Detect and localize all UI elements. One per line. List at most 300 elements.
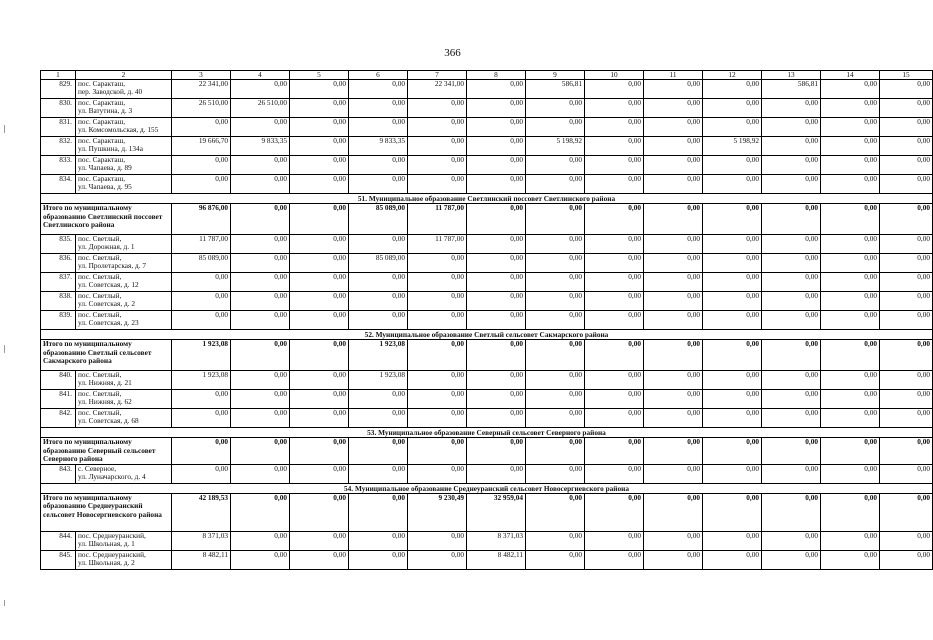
table-row: [41, 371, 933, 390]
amount-cell: 85 089,00: [349, 254, 408, 273]
amount-cell: 0,00: [408, 137, 467, 156]
amount-cell: 0,00: [644, 254, 703, 273]
amount-cell: 9 833,35: [231, 137, 290, 156]
page-number: 366: [444, 47, 461, 59]
column-number: 14: [821, 71, 880, 80]
amount-cell: 8 482,11: [467, 550, 526, 569]
amount-cell: 9 833,35: [349, 137, 408, 156]
amount-cell: 0,00: [644, 204, 703, 235]
amount-cell: 0,00: [703, 340, 762, 371]
address-cell: [76, 156, 172, 175]
amount-cell: 0,00: [880, 311, 933, 330]
table-row: [41, 175, 933, 194]
amount-cell: 11 787,00: [172, 235, 231, 254]
amount-cell: 0,00: [703, 409, 762, 428]
amount-cell: 0,00: [821, 80, 880, 99]
amount-cell: 0,00: [231, 204, 290, 235]
column-number: 5: [290, 71, 349, 80]
amount-cell: 0,00: [408, 99, 467, 118]
amount-cell: 0,00: [349, 292, 408, 311]
amount-cell: 0,00: [231, 254, 290, 273]
amount-cell: 0,00: [526, 254, 585, 273]
amount-cell: 0,00: [231, 80, 290, 99]
section-heading: 53. Муниципальное образование Северный сельсовет Северного района: [41, 428, 933, 438]
address-locality: пос. Среднеуранский,: [78, 549, 146, 559]
amount-cell: 0,00: [290, 254, 349, 273]
table-row: [41, 80, 933, 99]
amount-cell: 0,00: [762, 550, 821, 569]
amount-cell: 0,00: [290, 371, 349, 390]
subtotal-label: Итого по муниципальному образованию Светлый сельсовет Сакмарского района: [41, 340, 172, 371]
amount-cell: 11 787,00: [408, 204, 467, 235]
amount-cell: 0,00: [821, 438, 880, 465]
row-number: 843.: [41, 464, 76, 483]
amount-cell: 0,00: [880, 292, 933, 311]
amount-cell: 0,00: [703, 311, 762, 330]
amount-cell: 0,00: [762, 204, 821, 235]
column-number: 6: [349, 71, 408, 80]
section-heading: 52. Муниципальное образование Светлый сельсовет Сакмарского района: [41, 330, 933, 340]
amount-cell: 0,00: [703, 390, 762, 409]
amount-cell: 0,00: [231, 118, 290, 137]
amount-cell: 0,00: [703, 531, 762, 550]
amount-cell: 0,00: [349, 175, 408, 194]
amount-cell: 0,00: [821, 137, 880, 156]
amount-cell: 0,00: [290, 137, 349, 156]
amount-cell: 0,00: [585, 204, 644, 235]
address-cell: [76, 390, 172, 409]
scan-edge-mark: [4, 600, 5, 606]
amount-cell: 0,00: [172, 409, 231, 428]
amount-cell: 0,00: [703, 254, 762, 273]
subtotal-label: Итого по муниципальному образованию Северный сельсовет Северного района: [41, 438, 172, 465]
amount-cell: 0,00: [526, 156, 585, 175]
amount-cell: 0,00: [644, 99, 703, 118]
address-cell: [76, 531, 172, 550]
amount-cell: 0,00: [526, 464, 585, 483]
amount-cell: 0,00: [762, 493, 821, 531]
amount-cell: 0,00: [821, 371, 880, 390]
amount-cell: 0,00: [821, 390, 880, 409]
address-locality: пос. Светлый,: [78, 291, 122, 300]
amount-cell: 0,00: [821, 99, 880, 118]
amount-cell: 0,00: [585, 371, 644, 390]
amount-cell: 0,00: [349, 409, 408, 428]
amount-cell: 9 230,49: [408, 493, 467, 531]
amount-cell: 0,00: [585, 156, 644, 175]
amount-cell: 0,00: [467, 438, 526, 465]
row-number: 834.: [41, 175, 76, 194]
address-street: ул. Чапаева, д. 95: [78, 182, 132, 192]
amount-cell: 0,00: [821, 493, 880, 531]
amount-cell: 0,00: [880, 254, 933, 273]
amount-cell: 0,00: [231, 409, 290, 428]
amount-cell: 0,00: [703, 80, 762, 99]
row-number: 830.: [41, 99, 76, 118]
address-street: ул. Советская, д. 2: [78, 299, 135, 309]
amount-cell: 0,00: [762, 99, 821, 118]
section-heading-row: [41, 483, 933, 493]
address-cell: [76, 371, 172, 390]
amount-cell: 0,00: [880, 273, 933, 292]
amount-cell: 0,00: [703, 118, 762, 137]
amount-cell: 0,00: [172, 156, 231, 175]
amount-cell: 0,00: [762, 390, 821, 409]
amount-cell: 0,00: [231, 156, 290, 175]
amount-cell: 0,00: [880, 438, 933, 465]
amount-cell: 0,00: [585, 550, 644, 569]
amount-cell: 0,00: [526, 292, 585, 311]
amount-cell: 0,00: [821, 273, 880, 292]
column-number: 11: [644, 71, 703, 80]
amount-cell: 8 371,03: [172, 531, 231, 550]
amount-cell: 0,00: [644, 235, 703, 254]
amount-cell: 0,00: [408, 254, 467, 273]
amount-cell: 0,00: [231, 550, 290, 569]
section-heading: 51. Муниципальное образование Светлинский поссовет Светлинского района: [41, 194, 933, 204]
row-number: 839.: [41, 311, 76, 330]
table-row: [41, 464, 933, 483]
amount-cell: 8 371,03: [467, 531, 526, 550]
amount-cell: 0,00: [526, 273, 585, 292]
amount-cell: 85 089,00: [349, 204, 408, 235]
amount-cell: 0,00: [467, 175, 526, 194]
amount-cell: 0,00: [467, 156, 526, 175]
address-locality: пос. Саракташ,: [78, 117, 126, 126]
table-row: [41, 311, 933, 330]
amount-cell: 0,00: [172, 292, 231, 311]
table-row: [41, 118, 933, 137]
row-number: 840.: [41, 371, 76, 390]
amount-cell: 0,00: [408, 118, 467, 137]
amount-cell: 0,00: [290, 235, 349, 254]
column-number: 4: [231, 71, 290, 80]
column-number: 2: [76, 71, 172, 80]
amount-cell: 0,00: [349, 464, 408, 483]
column-number: 10: [585, 71, 644, 80]
amount-cell: 0,00: [467, 273, 526, 292]
amount-cell: 0,00: [231, 464, 290, 483]
amount-cell: 0,00: [762, 311, 821, 330]
row-number: 836.: [41, 254, 76, 273]
amount-cell: 0,00: [644, 438, 703, 465]
amount-cell: 0,00: [526, 340, 585, 371]
amount-cell: 0,00: [467, 371, 526, 390]
address-street: ул. Советская, д. 68: [78, 416, 139, 426]
amount-cell: 0,00: [880, 80, 933, 99]
address-locality: пос. Светлый,: [78, 310, 122, 319]
column-number: 12: [703, 71, 762, 80]
amount-cell: 0,00: [526, 311, 585, 330]
column-number: 7: [408, 71, 467, 80]
amount-cell: 0,00: [172, 175, 231, 194]
amount-cell: 0,00: [290, 340, 349, 371]
amount-cell: 0,00: [290, 550, 349, 569]
address-locality: пос. Саракташ,: [78, 174, 126, 183]
row-number: 832.: [41, 137, 76, 156]
amount-cell: 0,00: [644, 464, 703, 483]
amount-cell: 0,00: [644, 175, 703, 194]
amount-cell: 0,00: [880, 99, 933, 118]
amount-cell: 0,00: [585, 273, 644, 292]
amount-cell: 0,00: [644, 531, 703, 550]
scan-edge-mark: [4, 345, 5, 353]
amount-cell: 0,00: [880, 531, 933, 550]
subtotal-row: [41, 493, 933, 531]
address-cell: [76, 311, 172, 330]
amount-cell: 0,00: [467, 235, 526, 254]
amount-cell: 0,00: [467, 80, 526, 99]
amount-cell: 0,00: [880, 409, 933, 428]
amount-cell: 0,00: [408, 340, 467, 371]
amount-cell: 0,00: [644, 371, 703, 390]
amount-cell: 0,00: [880, 235, 933, 254]
amount-cell: 0,00: [467, 311, 526, 330]
amount-cell: 0,00: [821, 175, 880, 194]
table-row: [41, 254, 933, 273]
amount-cell: 0,00: [467, 390, 526, 409]
address-cell: [76, 118, 172, 137]
amount-cell: 1 923,08: [349, 371, 408, 390]
amount-cell: 0,00: [408, 464, 467, 483]
amount-cell: 0,00: [467, 292, 526, 311]
amount-cell: 0,00: [526, 99, 585, 118]
amount-cell: 0,00: [349, 390, 408, 409]
address-locality: пос. Саракташ,: [78, 98, 126, 107]
row-number: 845.: [41, 550, 76, 569]
amount-cell: 0,00: [408, 292, 467, 311]
amount-cell: 0,00: [703, 99, 762, 118]
amount-cell: 0,00: [526, 371, 585, 390]
amount-cell: 0,00: [703, 464, 762, 483]
amount-cell: 0,00: [585, 493, 644, 531]
amount-cell: 0,00: [644, 80, 703, 99]
amount-cell: 0,00: [880, 464, 933, 483]
amount-cell: 0,00: [408, 531, 467, 550]
amount-cell: 1 923,08: [172, 371, 231, 390]
amount-cell: 0,00: [644, 550, 703, 569]
address-street: ул. Нижняя, д. 62: [78, 397, 132, 407]
amount-cell: 0,00: [880, 493, 933, 531]
row-number: 837.: [41, 273, 76, 292]
amount-cell: 32 959,04: [467, 493, 526, 531]
row-number: 835.: [41, 235, 76, 254]
amount-cell: 0,00: [349, 80, 408, 99]
amount-cell: 0,00: [703, 371, 762, 390]
amount-cell: 0,00: [172, 311, 231, 330]
amount-cell: 26 510,00: [172, 99, 231, 118]
table-row: [41, 390, 933, 409]
amount-cell: 0,00: [231, 311, 290, 330]
amount-cell: 0,00: [880, 137, 933, 156]
table-row: [41, 550, 933, 569]
amount-cell: 0,00: [644, 292, 703, 311]
amount-cell: 0,00: [290, 273, 349, 292]
table-row: [41, 156, 933, 175]
amount-cell: 0,00: [349, 311, 408, 330]
amount-cell: 0,00: [526, 409, 585, 428]
amount-cell: 0,00: [290, 118, 349, 137]
amount-cell: 0,00: [231, 175, 290, 194]
column-number: 8: [467, 71, 526, 80]
amount-cell: 0,00: [821, 340, 880, 371]
amount-cell: 0,00: [585, 118, 644, 137]
amount-cell: 0,00: [526, 493, 585, 531]
row-number: 842.: [41, 409, 76, 428]
table-row: [41, 99, 933, 118]
section-heading-row: [41, 194, 933, 204]
scan-edge-mark: [4, 125, 5, 133]
amount-cell: 0,00: [172, 438, 231, 465]
subtotal-label: Итого по муниципальному образованию Светлинский поссовет Светлинского района: [41, 204, 172, 235]
address-locality: пос. Светлый,: [78, 253, 122, 262]
address-cell: [76, 99, 172, 118]
amount-cell: 0,00: [703, 438, 762, 465]
amount-cell: 586,81: [526, 80, 585, 99]
amount-cell: 0,00: [821, 464, 880, 483]
section-heading-row: [41, 330, 933, 340]
amount-cell: 0,00: [585, 254, 644, 273]
subtotal-row: [41, 340, 933, 371]
amount-cell: 0,00: [644, 311, 703, 330]
address-cell: [76, 464, 172, 483]
amount-cell: 0,00: [467, 464, 526, 483]
table-row: [41, 235, 933, 254]
column-number: 13: [762, 71, 821, 80]
amount-cell: 0,00: [408, 390, 467, 409]
column-number: 1: [41, 71, 76, 80]
address-cell: [76, 235, 172, 254]
amount-cell: 85 089,00: [172, 254, 231, 273]
amount-cell: 0,00: [290, 409, 349, 428]
address-street: пер. Заводской, д. 40: [78, 87, 143, 97]
address-street: ул. Пролетарская, д. 7: [78, 261, 147, 271]
address-cell: [76, 409, 172, 428]
amount-cell: 0,00: [762, 464, 821, 483]
amount-cell: 0,00: [703, 550, 762, 569]
amount-cell: 0,00: [349, 235, 408, 254]
address-cell: [76, 550, 172, 569]
amount-cell: 0,00: [762, 254, 821, 273]
amount-cell: 586,81: [762, 80, 821, 99]
amount-cell: 0,00: [172, 464, 231, 483]
amount-cell: 0,00: [467, 137, 526, 156]
amount-cell: 0,00: [349, 438, 408, 465]
amount-cell: 0,00: [526, 118, 585, 137]
amount-cell: 0,00: [408, 550, 467, 569]
amount-cell: 0,00: [585, 137, 644, 156]
address-cell: [76, 137, 172, 156]
amount-cell: 0,00: [880, 175, 933, 194]
amount-cell: 19 666,70: [172, 137, 231, 156]
address-locality: пос. Саракташ,: [78, 136, 126, 145]
amount-cell: 0,00: [703, 175, 762, 194]
amount-cell: 0,00: [172, 390, 231, 409]
amount-cell: 0,00: [762, 371, 821, 390]
subtotal-row: [41, 438, 933, 465]
address-locality: пос. Светлый,: [78, 389, 122, 398]
amount-cell: 0,00: [290, 99, 349, 118]
amount-cell: 0,00: [290, 493, 349, 531]
table-body: [41, 71, 933, 570]
address-street: ул. Пушкина, д. 134а: [78, 144, 143, 154]
amount-cell: 0,00: [585, 390, 644, 409]
row-number: 844.: [41, 531, 76, 550]
amount-cell: 0,00: [821, 204, 880, 235]
amount-cell: 1 923,08: [349, 340, 408, 371]
amount-cell: 0,00: [231, 371, 290, 390]
repair-budget-table: [40, 70, 933, 570]
amount-cell: 11 787,00: [408, 235, 467, 254]
amount-cell: 0,00: [526, 550, 585, 569]
address-locality: с. Северное,: [78, 463, 117, 473]
amount-cell: 0,00: [585, 464, 644, 483]
amount-cell: 22 341,00: [408, 80, 467, 99]
amount-cell: 0,00: [880, 118, 933, 137]
amount-cell: 0,00: [644, 118, 703, 137]
address-locality: пос. Саракташ,: [78, 155, 126, 164]
amount-cell: 0,00: [349, 273, 408, 292]
address-locality: пос. Светлый,: [78, 370, 122, 379]
amount-cell: 0,00: [644, 156, 703, 175]
amount-cell: 26 510,00: [231, 99, 290, 118]
table-row: [41, 531, 933, 550]
table-row: [41, 273, 933, 292]
amount-cell: 0,00: [526, 235, 585, 254]
amount-cell: 0,00: [467, 340, 526, 371]
row-number: 838.: [41, 292, 76, 311]
address-locality: пос. Светлый,: [78, 408, 122, 417]
address-street: ул. Советская, д. 12: [78, 280, 139, 290]
subtotal-label: Итого по муниципальному образованию Среднеуранский сельсовет Новосергиевского района: [41, 493, 172, 531]
amount-cell: 0,00: [290, 175, 349, 194]
amount-cell: 0,00: [349, 531, 408, 550]
amount-cell: 0,00: [349, 550, 408, 569]
amount-cell: 0,00: [231, 493, 290, 531]
address-street: ул. Советская, д. 23: [78, 318, 139, 328]
amount-cell: 0,00: [231, 438, 290, 465]
address-locality: пос. Среднеуранский,: [78, 530, 146, 540]
amount-cell: 0,00: [526, 438, 585, 465]
address-street: ул. Школьная, д. 1: [78, 539, 135, 549]
address-locality: пос. Светлый,: [78, 234, 122, 243]
amount-cell: 0,00: [821, 409, 880, 428]
amount-cell: 0,00: [762, 118, 821, 137]
row-number: 829.: [41, 80, 76, 99]
table-row: [41, 292, 933, 311]
amount-cell: 0,00: [585, 235, 644, 254]
amount-cell: 0,00: [703, 156, 762, 175]
row-number: 841.: [41, 390, 76, 409]
amount-cell: 0,00: [231, 390, 290, 409]
amount-cell: 0,00: [585, 531, 644, 550]
amount-cell: 0,00: [762, 235, 821, 254]
amount-cell: 0,00: [290, 464, 349, 483]
address-street: ул. Ватутина, д. 3: [78, 106, 133, 116]
amount-cell: 0,00: [703, 493, 762, 531]
amount-cell: 0,00: [349, 156, 408, 175]
amount-cell: 5 198,92: [526, 137, 585, 156]
amount-cell: 0,00: [585, 409, 644, 428]
amount-cell: 0,00: [821, 311, 880, 330]
subtotal-row: [41, 204, 933, 235]
amount-cell: 0,00: [526, 204, 585, 235]
row-number: 831.: [41, 118, 76, 137]
amount-cell: 0,00: [644, 493, 703, 531]
amount-cell: 0,00: [880, 156, 933, 175]
amount-cell: 0,00: [821, 235, 880, 254]
amount-cell: 0,00: [821, 254, 880, 273]
